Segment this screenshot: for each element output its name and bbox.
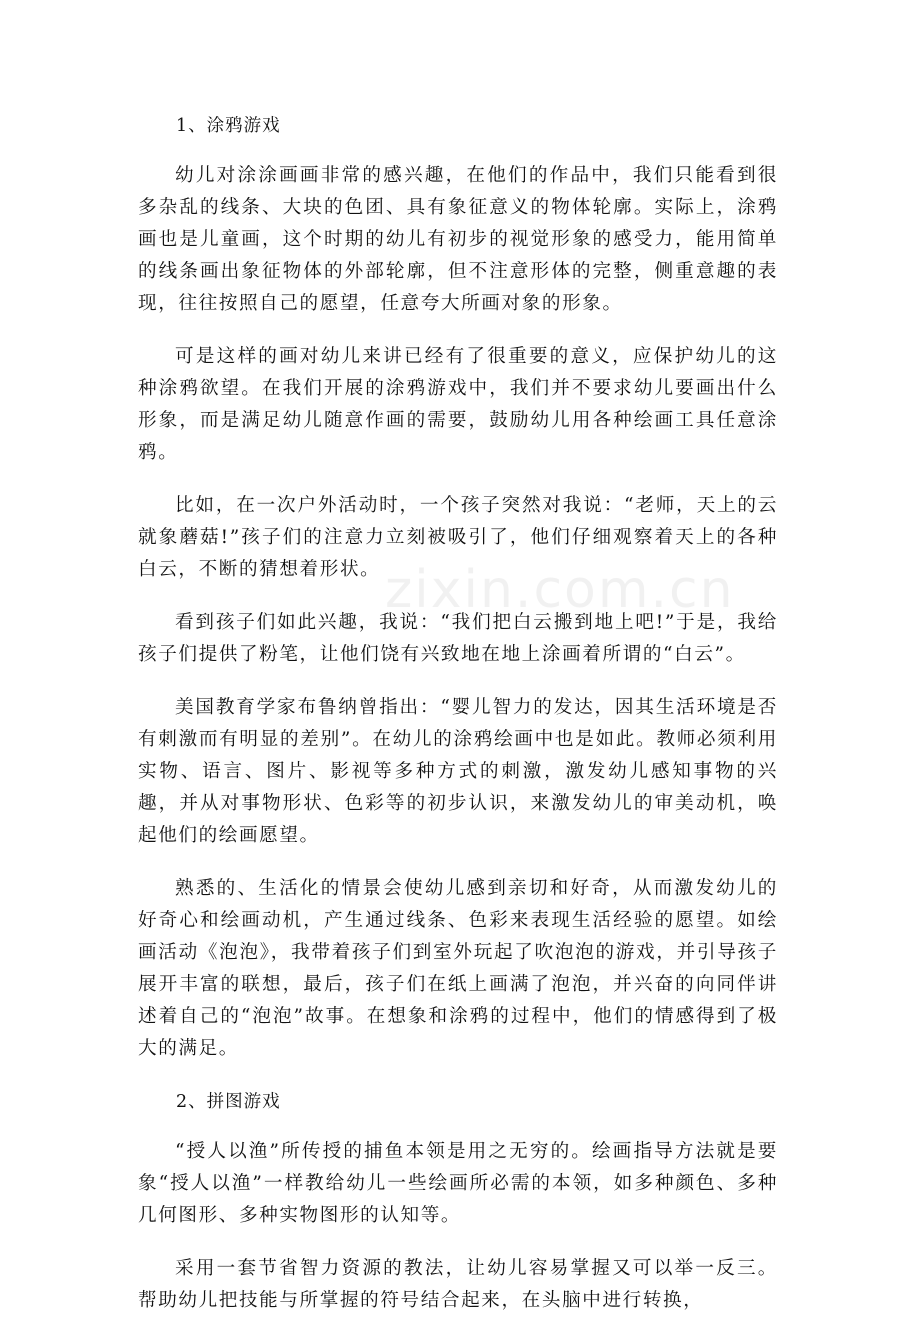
- paragraph: 比如，在一次户外活动时，一个孩子突然对我说：“老师，天上的云就象蘑菇!”孩子们的注意力立刻被吸引了，他们仔细观察着天上的各种白云，不断的猜想着形状。: [138, 495, 778, 580]
- paragraph: 幼儿对涂涂画画非常的感兴趣，在他们的作品中，我们只能看到很多杂乱的线条、大块的色团、具有象征意义的物体轮廓。实际上，涂鸦画也是儿童画，这个时期的幼儿有初步的视觉形象的感受力，能用简单的线条画出象征物体的外部轮廓，但不注意形体的完整，侧重意趣的表现，往往按照自己的愿望，任意夸大所画对象的形象。: [138, 165, 778, 314]
- paragraph: 看到孩子们如此兴趣，我说：“我们把白云搬到地上吧!”于是，我给孩子们提供了粉笔，让他们饶有兴致地在地上涂画着所谓的“白云”。: [138, 612, 778, 665]
- paragraph: 美国教育学家布鲁纳曾指出：“婴儿智力的发达，因其生活环境是否有刺激而有明显的差别”。在幼儿的涂鸦绘画中也是如此。教师必须利用实物、语言、图片、影视等多种方式的刺激，激发幼儿感知事物的兴趣，并从对事物形状、色彩等的初步认识，来激发幼儿的审美动机，唤起他们的绘画愿望。: [138, 697, 778, 846]
- paragraph: 熟悉的、生活化的情景会使幼儿感到亲切和好奇，从而激发幼儿的好奇心和绘画动机，产生通过线条、色彩来表现生活经验的愿望。如绘画活动《泡泡》，我带着孩子们到室外玩起了吹泡泡的游戏，并引导孩子展开丰富的联想，最后，孩子们在纸上画满了泡泡，并兴奋的向同伴讲述着自己的“泡泡”故事。在想象和涂鸦的过程中，他们的情感得到了极大的满足。: [138, 878, 778, 1059]
- section-doodle-game: [138, 110, 778, 1065]
- paragraph: 采用一套节省智力资源的教法，让幼儿容易掌握又可以举一反三。帮助幼儿把技能与所掌握的符号结合起来，在头脑中进行转换，: [138, 1258, 778, 1311]
- paragraph: 可是这样的画对幼儿来讲已经有了很重要的意义，应保护幼儿的这种涂鸦欲望。在我们开展的涂鸦游戏中，我们并不要求幼儿要画出什么形象，而是满足幼儿随意作画的需要，鼓励幼儿用各种绘画工具任意涂鸦。: [138, 346, 778, 463]
- section-heading: 2、拼图游戏: [176, 1092, 281, 1112]
- section-puzzle-game: [138, 1086, 778, 1317]
- watermark: zixin.com.cn: [385, 560, 735, 620]
- section-heading: 1、涂鸦游戏: [176, 116, 281, 136]
- document-body: [138, 110, 778, 1338]
- paragraph: “授人以渔”所传授的捕鱼本领是用之无穷的。绘画指导方法就是要象“授人以渔”一样教给幼儿一些绘画所必需的本领，如多种颜色、多种几何图形、多种实物图形的认知等。: [138, 1141, 778, 1226]
